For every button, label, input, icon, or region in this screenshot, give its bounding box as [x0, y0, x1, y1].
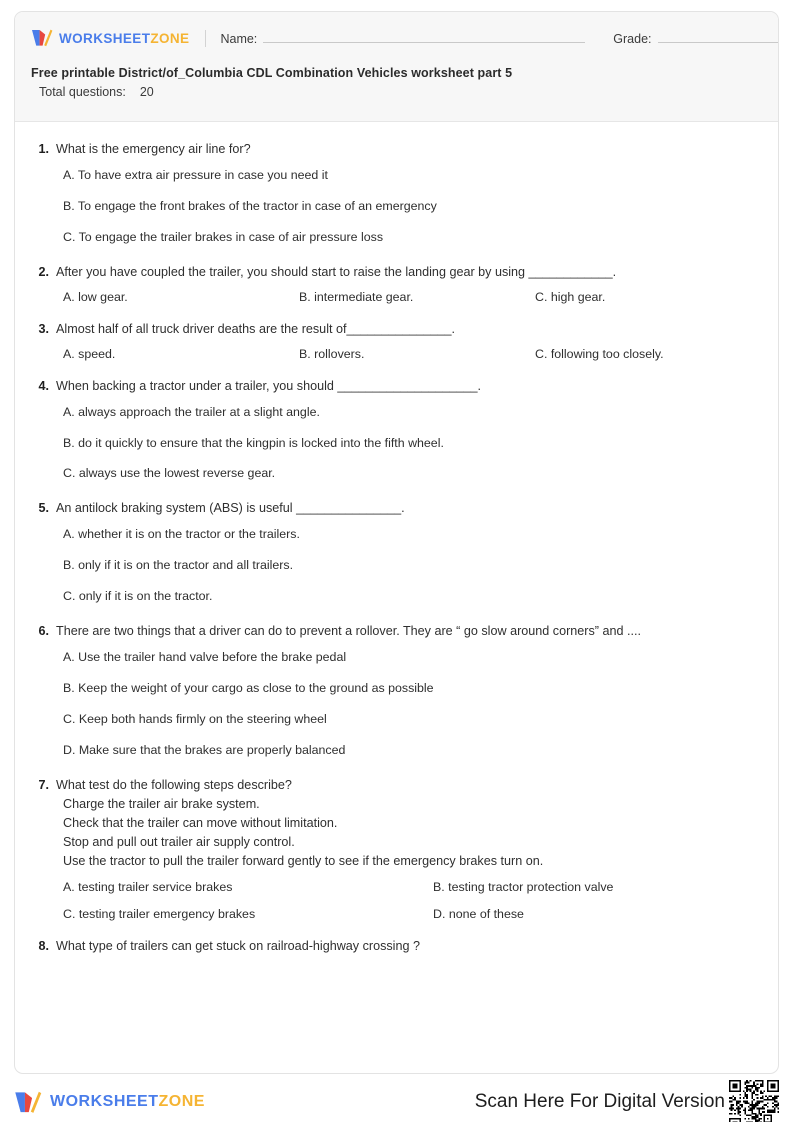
answer-option[interactable]: A. always approach the trailer at a slight angle. — [63, 404, 320, 419]
grade-label: Grade: — [613, 32, 652, 46]
option-row — [33, 880, 760, 894]
question-block — [33, 937, 760, 956]
option-list — [33, 526, 760, 606]
scan-section — [475, 1080, 779, 1122]
worksheet-title: Free printable District/of_Columbia CDL Combination Vehicles worksheet part 5 — [31, 66, 513, 80]
answer-option[interactable]: B. do it quickly to ensure that the kingpin is locked into the fifth wheel. — [63, 435, 444, 450]
answer-option[interactable]: B. intermediate gear. — [299, 289, 414, 304]
question-stem — [33, 776, 760, 795]
question-text: What test do the following steps describe? — [56, 778, 292, 793]
worksheet-header — [15, 12, 778, 122]
answer-option[interactable]: C. only if it is on the tractor. — [63, 589, 213, 604]
footer-brand-word-primary: WORKSHEET — [50, 1093, 159, 1110]
answer-option[interactable]: A. low gear. — [63, 289, 128, 304]
question-block — [33, 499, 760, 606]
option-list — [33, 404, 760, 484]
header-top-row — [15, 12, 778, 52]
question-stem — [33, 263, 760, 282]
question-text: When backing a tractor under a trailer, you should ____________________. — [56, 378, 481, 393]
footer-brand-wordmark — [50, 1093, 205, 1111]
answer-option[interactable]: C. testing trailer emergency brakes — [63, 906, 256, 921]
answer-option[interactable]: A. Use the trailer hand valve before the brake pedal — [63, 650, 347, 665]
question-block — [33, 263, 760, 304]
answer-option[interactable]: C. high gear. — [535, 289, 606, 304]
question-block — [33, 776, 760, 920]
answer-option[interactable]: C. To engage the trailer brakes in case of air pressure loss — [63, 229, 384, 244]
question-stem — [33, 499, 760, 518]
question-stem — [33, 320, 760, 339]
question-stem — [33, 622, 760, 641]
total-questions-label: Total questions: — [39, 85, 126, 99]
question-stem — [33, 937, 760, 956]
answer-option[interactable]: A. speed. — [63, 346, 116, 361]
option-list — [33, 167, 760, 247]
question-text: What is the emergency air line for? — [56, 142, 251, 156]
total-questions-row — [15, 80, 778, 99]
answer-option[interactable]: C. following too closely. — [535, 346, 664, 361]
question-number: 3. — [38, 321, 49, 336]
question-number: 1. — [38, 142, 49, 156]
answer-option[interactable]: B. Keep the weight of your cargo as close to the ground as possible — [63, 681, 434, 696]
brand-word-secondary: ZONE — [150, 30, 190, 46]
qr-code-icon[interactable] — [729, 1080, 779, 1122]
answer-option[interactable]: B. rollovers. — [299, 346, 365, 361]
answer-option[interactable]: A. whether it is on the tractor or the trailers. — [63, 527, 300, 542]
question-stem — [33, 140, 760, 159]
brand-word-primary: WORKSHEET — [59, 30, 151, 46]
questions-list — [15, 122, 778, 981]
question-text: An antilock braking system (ABS) is useful _______________. — [56, 501, 405, 516]
question-number: 5. — [38, 501, 49, 516]
question-block — [33, 622, 760, 760]
question-text: What type of trailers can get stuck on railroad-highway crossing ? — [56, 938, 420, 953]
page-footer — [0, 1082, 793, 1122]
question-number: 4. — [38, 378, 49, 393]
question-block — [33, 377, 760, 484]
answer-option[interactable]: A. testing trailer service brakes — [63, 879, 233, 894]
answer-option[interactable]: C. Keep both hands firmly on the steering wheel — [63, 712, 327, 727]
answer-option[interactable]: B. To engage the front brakes of the tractor in case of an emergency — [63, 198, 437, 213]
total-questions-value: 20 — [139, 85, 154, 99]
footer-brand-word-secondary: ZONE — [158, 1093, 205, 1110]
option-list — [33, 290, 760, 304]
option-list — [33, 649, 760, 760]
question-number: 6. — [38, 624, 49, 639]
question-stem — [33, 377, 760, 396]
question-text: Almost half of all truck driver deaths are the result of_______________. — [56, 321, 456, 336]
question-step-line: Charge the trailer air brake system. — [63, 797, 260, 812]
brand-wordmark — [59, 31, 189, 46]
option-row — [33, 290, 760, 304]
answer-option[interactable]: C. always use the lowest reverse gear. — [63, 466, 276, 481]
answer-option[interactable]: D. Make sure that the brakes are properly balanced — [63, 743, 346, 758]
brand-logo — [31, 29, 189, 47]
question-text: There are two things that a driver can do to prevent a rollover. They are “ go slow around corners” and .... — [56, 624, 641, 639]
question-step-line: Stop and pull out trailer air supply control. — [63, 835, 295, 850]
option-row — [33, 907, 760, 921]
worksheet-zone-logo-icon — [14, 1091, 42, 1114]
question-number: 7. — [38, 778, 49, 793]
question-step-line: Use the tractor to pull the trailer forward gently to see if the emergency brakes turn on. — [63, 854, 544, 869]
worksheet-zone-logo-icon — [31, 29, 53, 47]
footer-brand-logo — [14, 1091, 205, 1114]
answer-option[interactable]: B. testing tractor protection valve — [433, 879, 614, 894]
answer-option[interactable]: D. none of these — [433, 906, 524, 921]
grade-input-line[interactable] — [658, 30, 779, 43]
option-row — [33, 347, 760, 361]
option-list — [33, 347, 760, 361]
question-number: 2. — [38, 264, 49, 279]
answer-option[interactable]: B. only if it is on the tractor and all trailers. — [63, 558, 294, 573]
question-block — [33, 140, 760, 247]
grade-field[interactable] — [613, 30, 779, 46]
scan-label: Scan Here For Digital Version — [474, 1091, 725, 1112]
answer-option[interactable]: A. To have extra air pressure in case you need it — [63, 167, 328, 182]
header-divider — [205, 30, 206, 47]
question-number: 8. — [38, 938, 49, 953]
name-label: Name: — [220, 32, 258, 46]
name-input-line[interactable] — [263, 30, 585, 43]
question-text: After you have coupled the trailer, you should start to raise the landing gear by using ____________. — [56, 264, 617, 279]
question-step-line: Check that the trailer can move without limitation. — [63, 816, 338, 831]
option-list — [33, 880, 760, 921]
worksheet-card — [14, 11, 779, 1074]
question-block — [33, 320, 760, 361]
name-field[interactable] — [220, 30, 585, 46]
